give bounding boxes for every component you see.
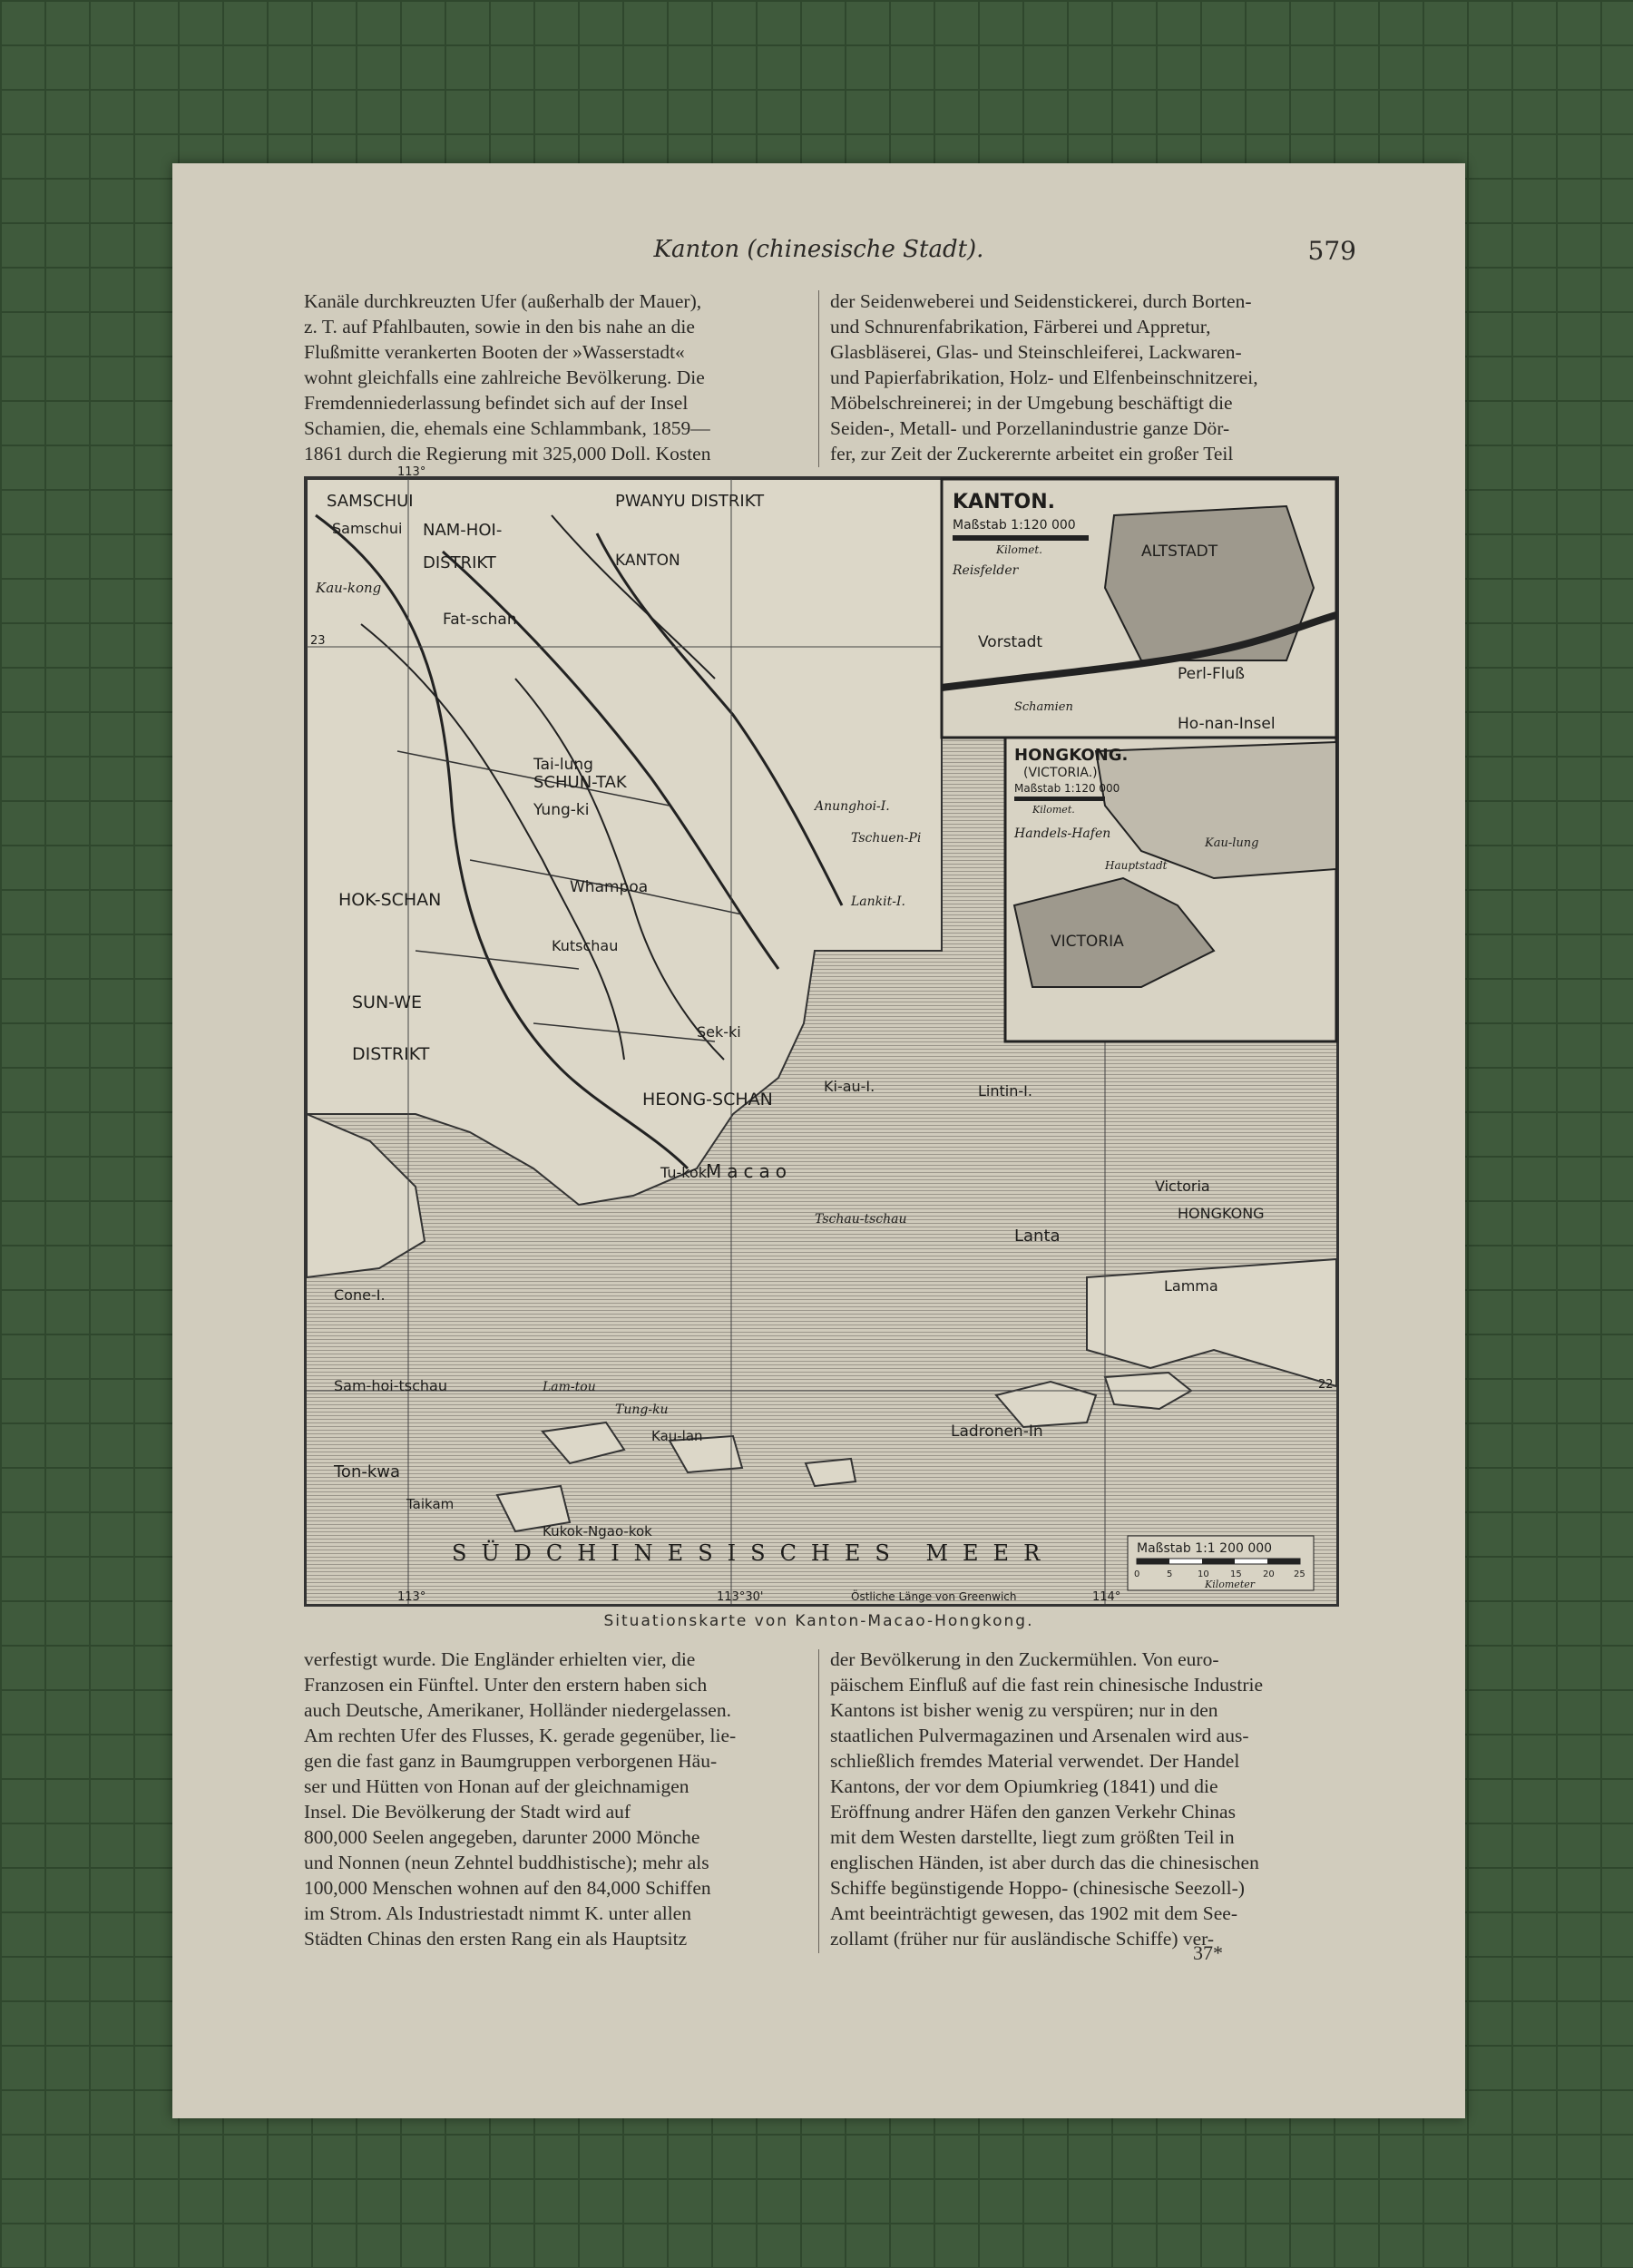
text-line: im Strom. Als Industriestadt nimmt K. unter allen bbox=[304, 1902, 691, 1924]
bottom-longitude-tick: 114° bbox=[1092, 1590, 1121, 1604]
place-label: Whampoa bbox=[570, 878, 649, 896]
text-line: der Seidenweberei und Seidenstickerei, durch Borten- bbox=[830, 290, 1252, 312]
text-line: Städten Chinas den ersten Rang ein als Hauptsitz bbox=[304, 1928, 688, 1950]
bottom-text-right-column bbox=[830, 1647, 1334, 1951]
inset-kanton-label: ALTSTADT bbox=[1141, 543, 1218, 561]
place-label: Tschau-tschau bbox=[815, 1212, 907, 1227]
place-label: Tai-lung bbox=[533, 756, 593, 774]
coast-west bbox=[307, 1114, 425, 1277]
inset-hongkong-scale-bar bbox=[1014, 797, 1105, 801]
lantao-island bbox=[996, 1382, 1096, 1427]
main-scale-unit: Kilometer bbox=[1205, 1579, 1256, 1590]
place-label: Lanta bbox=[1014, 1227, 1061, 1246]
text-line: ser und Hütten von Honan auf der gleichnamigen bbox=[304, 1775, 689, 1797]
top-text-right-column bbox=[830, 288, 1334, 466]
inset-kanton-label: Vorstadt bbox=[978, 633, 1043, 651]
text-line: schließlich fremdes Material verwendet. Der Handel bbox=[830, 1750, 1240, 1772]
region-label: PWANYU DISTRIKT bbox=[615, 492, 765, 511]
text-line: Schamien, die, ehemals eine Schlammbank, 1859— bbox=[304, 417, 710, 439]
inset-hongkong-scale-unit: Kilomet. bbox=[1032, 804, 1075, 816]
inset-kanton-label: Schamien bbox=[1014, 700, 1073, 714]
text-line: päischem Einfluß auf die fast rein chinesische Industrie bbox=[830, 1674, 1264, 1696]
region-label: HOK-SCHAN bbox=[338, 890, 442, 910]
book-page bbox=[172, 163, 1465, 2118]
place-label: Ton-kwa bbox=[334, 1462, 401, 1481]
inset-kanton-label: Perl-Fluß bbox=[1178, 665, 1245, 683]
text-line: mit dem Westen darstellte, liegt zum größten Teil in bbox=[830, 1826, 1235, 1848]
text-line: verfestigt wurde. Die Engländer erhielten vier, die bbox=[304, 1648, 696, 1670]
text-line: und Nonnen (neun Zehntel buddhistische); mehr als bbox=[304, 1852, 709, 1873]
mainland bbox=[307, 479, 942, 1205]
situation-map bbox=[304, 465, 1339, 1607]
main-scale-bar-segment bbox=[1267, 1559, 1300, 1564]
place-label: Samschui bbox=[332, 520, 403, 537]
place-label: Lam-tou bbox=[543, 1380, 596, 1394]
text-line: Flußmitte verankerten Booten der »Wasserstadt« bbox=[304, 341, 685, 363]
text-line: Eröffnung andrer Häfen den ganzen Verkehr Chinas bbox=[830, 1801, 1236, 1823]
text-line: wohnt gleichfalls eine zahlreiche Bevölkerung. Die bbox=[304, 367, 705, 388]
place-label: Anunghoi-I. bbox=[815, 799, 890, 814]
sea-name-label: SÜDCHINESISCHES MEER bbox=[452, 1540, 1055, 1566]
inset-kanton-scale-unit: Kilomet. bbox=[996, 543, 1042, 556]
column-divider bbox=[818, 1649, 819, 1953]
region-label: DISTRIKT bbox=[352, 1044, 430, 1064]
text-line: 100,000 Menschen wohnen auf den 84,000 Schiffen bbox=[304, 1877, 711, 1899]
bottom-longitude-tick: 113°30' bbox=[717, 1590, 764, 1604]
place-label: KANTON bbox=[615, 552, 680, 570]
place-label: Kukok-Ngao-kok bbox=[543, 1523, 652, 1540]
inset-kanton-title: KANTON. bbox=[953, 491, 1055, 513]
text-line: Kantons, der vor dem Opiumkrieg (1841) und die bbox=[830, 1775, 1218, 1797]
main-scale-bar-segment bbox=[1202, 1559, 1235, 1564]
text-line: Möbelschreinerei; in der Umgebung beschäftigt die bbox=[830, 392, 1233, 414]
text-line: staatlichen Pulvermagazinen und Arsenalen wird aus- bbox=[830, 1725, 1249, 1746]
text-line: 800,000 Seelen angegeben, darunter 2000 Mönche bbox=[304, 1826, 700, 1848]
inset-hongkong-subtitle: (VICTORIA.) bbox=[1023, 766, 1098, 780]
main-scale-tick: 25 bbox=[1294, 1569, 1305, 1579]
text-line: Insel. Die Bevölkerung der Stadt wird auf bbox=[304, 1801, 631, 1823]
place-label: Lankit-I. bbox=[851, 894, 905, 909]
place-label: Tu-kok bbox=[660, 1164, 708, 1181]
top-text-left-column bbox=[304, 288, 807, 466]
inset-hongkong-label: VICTORIA bbox=[1051, 933, 1124, 951]
text-line: fer, zur Zeit der Zuckerernte arbeitet ein großer Teil bbox=[830, 443, 1234, 464]
region-label: HEONG-SCHAN bbox=[642, 1090, 773, 1110]
place-label: HONGKONG bbox=[1178, 1205, 1265, 1222]
latitude-tick: 22 bbox=[1318, 1378, 1334, 1392]
column-divider bbox=[818, 290, 819, 467]
text-line: Kantons ist bisher wenig zu verspüren; nur in den bbox=[830, 1699, 1218, 1721]
text-line: 1861 durch die Regierung mit 325,000 Doll. Kosten bbox=[304, 443, 711, 464]
place-label: Tung-ku bbox=[615, 1403, 669, 1417]
bottom-text-left-column bbox=[304, 1647, 807, 1951]
inset-hongkong-scale: Maßstab 1:120 000 bbox=[1014, 782, 1120, 795]
inset-kanton-scale-bar bbox=[953, 535, 1089, 541]
page-header bbox=[172, 236, 1465, 272]
text-line: englischen Händen, ist aber durch das die chinesischen bbox=[830, 1852, 1259, 1873]
place-label: Ladronen-In bbox=[951, 1422, 1043, 1441]
inset-hongkong-label: Kau-lung bbox=[1205, 836, 1259, 850]
text-line: Kanäle durchkreuzten Ufer (außerhalb der Mauer), bbox=[304, 290, 702, 312]
text-line: zollamt (früher nur für ausländische Schiffe) ver- bbox=[830, 1928, 1215, 1950]
main-scale-tick: 0 bbox=[1134, 1569, 1140, 1579]
region-label: SCHUN-TAK bbox=[533, 773, 627, 792]
main-scale-tick: 10 bbox=[1198, 1569, 1209, 1579]
place-label: Macao bbox=[706, 1160, 792, 1182]
text-line: auch Deutsche, Amerikaner, Holländer niedergelassen. bbox=[304, 1699, 731, 1721]
place-label: Lintin-I. bbox=[978, 1082, 1032, 1100]
signature-mark: 37* bbox=[1193, 1941, 1223, 1964]
inset-hongkong-label: Handels-Hafen bbox=[1014, 826, 1111, 841]
text-line: Glasbläserei, Glas- und Steinschleiferei, Lackwaren- bbox=[830, 341, 1242, 363]
text-line: Fremdenniederlassung befindet sich auf der Insel bbox=[304, 392, 689, 414]
inset-kanton-label: Reisfelder bbox=[953, 563, 1019, 578]
place-label: Victoria bbox=[1155, 1178, 1210, 1195]
map-caption: Situationskarte von Kanton-Macao-Hongkong. bbox=[603, 1612, 1034, 1630]
longitude-note: Östliche Länge von Greenwich bbox=[851, 1590, 1017, 1603]
text-line: Am rechten Ufer des Flusses, K. gerade gegenüber, lie- bbox=[304, 1725, 737, 1746]
inset-kanton-scale: Maßstab 1:120 000 bbox=[953, 518, 1076, 533]
place-label: Fat-schan bbox=[443, 611, 517, 629]
map-drawing bbox=[307, 465, 1336, 1604]
region-label: DISTRIKT bbox=[423, 553, 496, 572]
main-scale-tick: 20 bbox=[1263, 1569, 1275, 1579]
bottom-longitude-tick: 113° bbox=[397, 1590, 426, 1604]
kanton-city-blocks bbox=[1105, 506, 1314, 660]
main-scale-tick: 5 bbox=[1167, 1569, 1173, 1579]
running-title: Kanton (chinesische Stadt). bbox=[653, 236, 984, 263]
inset-hongkong-label: Hauptstadt bbox=[1105, 859, 1168, 872]
place-label: Sek-ki bbox=[697, 1023, 741, 1041]
region-label: NAM-HOI- bbox=[423, 521, 503, 540]
text-line: Amt beeinträchtigt gewesen, das 1902 mit dem See- bbox=[830, 1902, 1237, 1924]
place-label: Kutschau bbox=[552, 937, 619, 954]
main-scale-label: Maßstab 1:1 200 000 bbox=[1137, 1541, 1273, 1556]
text-line: Schiffe begünstigende Hoppo- (chinesische Seezoll-) bbox=[830, 1877, 1245, 1899]
region-label: SUN-WE bbox=[352, 992, 423, 1012]
place-label: Ki-au-I. bbox=[824, 1078, 875, 1095]
region-label: SAMSCHUI bbox=[327, 492, 414, 511]
main-scale-tick: 15 bbox=[1230, 1569, 1242, 1579]
latitude-tick: 23 bbox=[310, 634, 326, 648]
text-line: z. T. auf Pfahlbauten, sowie in den bis nahe an die bbox=[304, 316, 695, 337]
inset-hongkong-title: HONGKONG. bbox=[1014, 746, 1129, 765]
text-line: und Schnurenfabrikation, Färberei und Appretur, bbox=[830, 316, 1211, 337]
place-label: Taikam bbox=[406, 1496, 455, 1512]
place-label: Kau-lan bbox=[651, 1428, 703, 1444]
text-line: und Papierfabrikation, Holz- und Elfenbeinschnitzerei, bbox=[830, 367, 1258, 388]
place-label: Sam-hoi-tschau bbox=[334, 1377, 447, 1394]
text-line: gen die fast ganz in Baumgruppen verborgenen Häu- bbox=[304, 1750, 718, 1772]
inset-kanton-label: Ho-nan-Insel bbox=[1178, 715, 1276, 733]
place-label: Tschuen-Pi bbox=[851, 831, 922, 846]
place-label: Kau-kong bbox=[316, 580, 382, 596]
place-label: Cone-I. bbox=[334, 1286, 386, 1304]
place-label: Yung-ki bbox=[533, 801, 590, 819]
text-line: Seiden-, Metall- und Porzellanindustrie ganze Dör- bbox=[830, 417, 1230, 439]
text-line: der Bevölkerung in den Zuckermühlen. Von euro- bbox=[830, 1648, 1219, 1670]
main-scale-bar-segment bbox=[1137, 1559, 1169, 1564]
page-number: 579 bbox=[1307, 236, 1356, 266]
text-line: Franzosen ein Fünftel. Unter den erstern haben sich bbox=[304, 1674, 708, 1696]
place-label: Lamma bbox=[1164, 1277, 1218, 1295]
top-longitude-tick: 113° bbox=[397, 465, 426, 479]
